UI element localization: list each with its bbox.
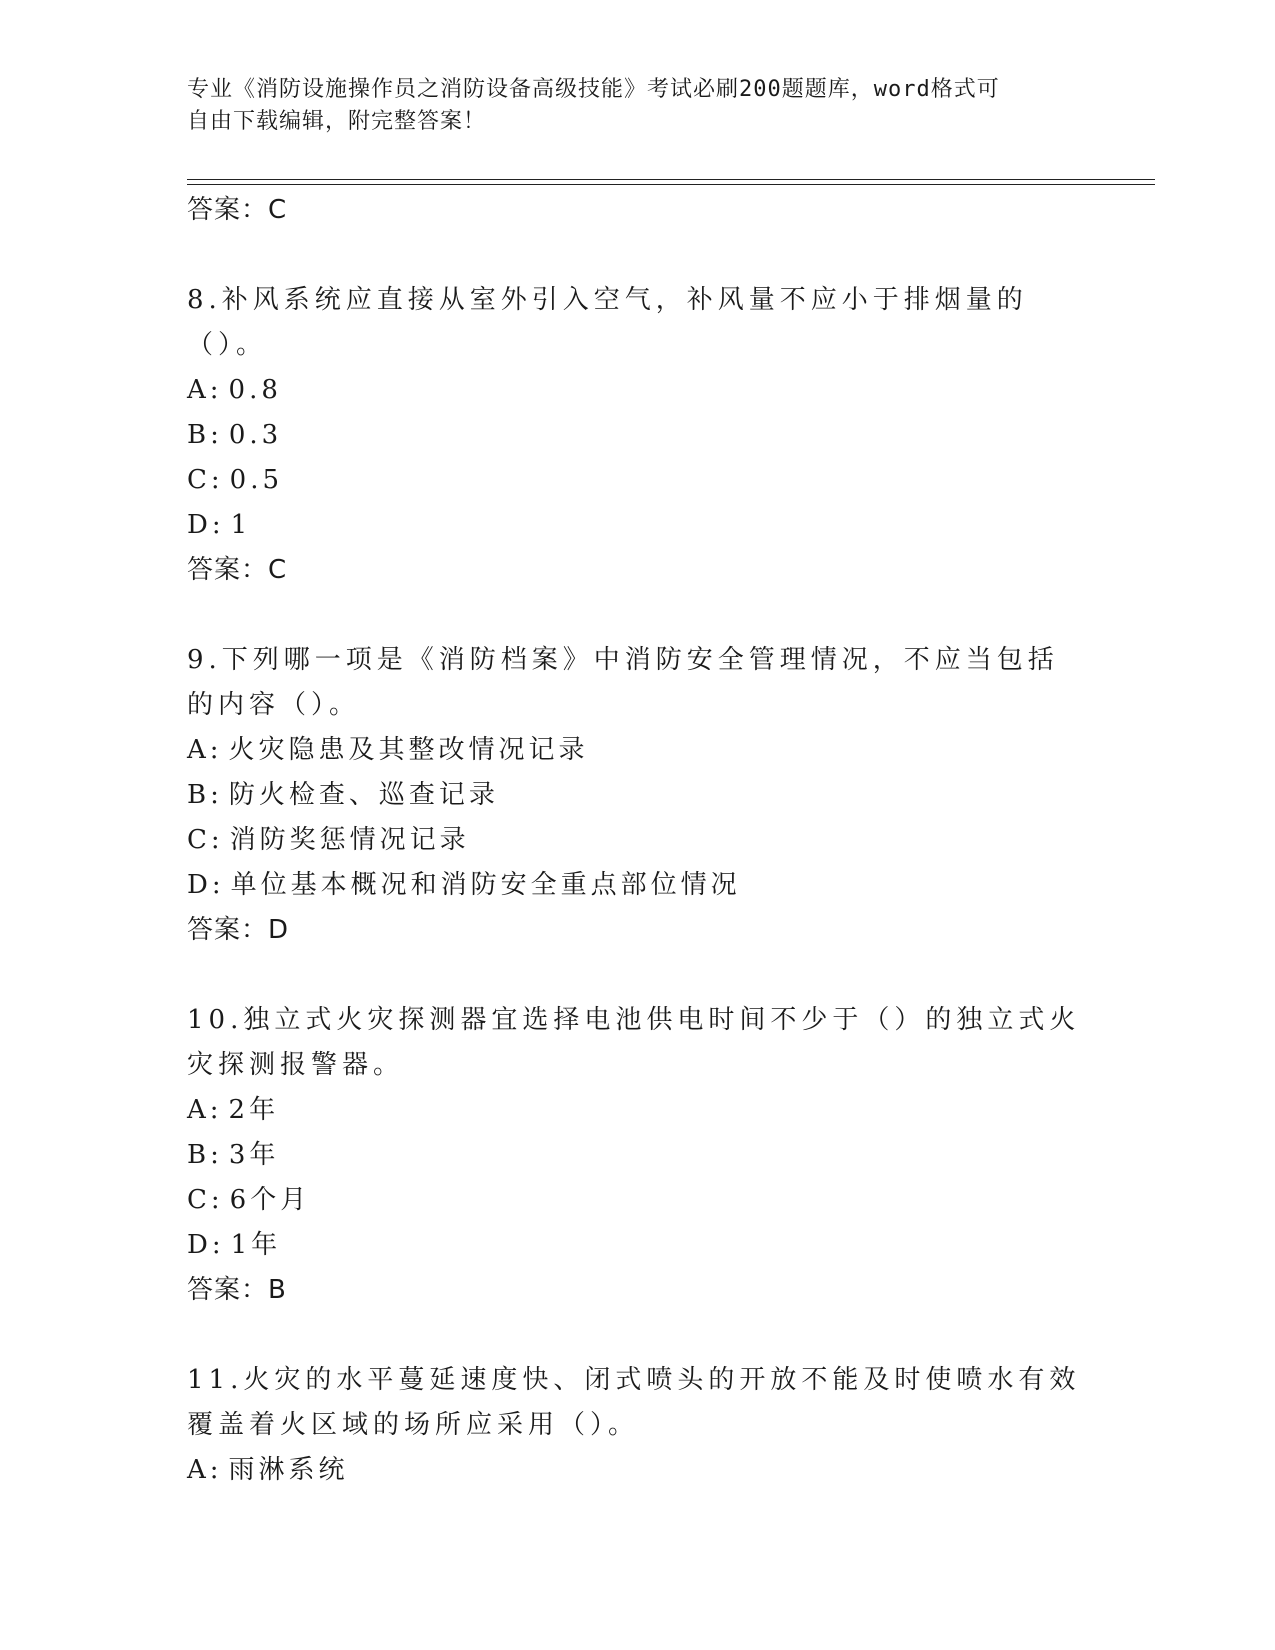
option-c — [187, 458, 1087, 503]
option-a — [187, 1088, 1087, 1133]
option-value: 火灾隐患及其整改情况记录 — [228, 735, 589, 765]
option-value: 6个月 — [229, 1185, 311, 1215]
option-b — [187, 413, 1087, 458]
option-a — [187, 1448, 1087, 1493]
option-key: D: — [187, 870, 225, 900]
option-a — [187, 728, 1087, 773]
option-value: 0.3 — [228, 420, 283, 450]
option-b — [187, 773, 1087, 818]
option-key: D: — [187, 1230, 225, 1260]
option-key: C: — [187, 825, 224, 855]
question-text: 8.补风系统应直接从室外引入空气，补风量不应小于排烟量的（）。 — [187, 285, 1028, 360]
option-value: 1 — [230, 510, 252, 540]
document-header — [187, 74, 1067, 138]
option-c — [187, 1178, 1087, 1223]
option-value: 雨淋系统 — [228, 1455, 349, 1485]
header-divider-bottom — [187, 184, 1155, 185]
question-text: 10.独立式火灾探测器宜选择电池供电时间不少于（）的独立式火灾探测报警器。 — [187, 1005, 1081, 1080]
option-value: 2年 — [228, 1095, 280, 1125]
option-key: C: — [187, 465, 224, 495]
header-divider-top — [187, 179, 1155, 180]
option-key: B: — [187, 1140, 223, 1170]
answer-line: 答案：C — [187, 195, 288, 225]
question-text: 11.火灾的水平蔓延速度快、闭式喷头的开放不能及时使喷水有效覆盖着火区域的场所应采用（）。 — [187, 1365, 1081, 1440]
answer-line: 答案：B — [187, 1275, 287, 1305]
option-key: A: — [187, 1095, 223, 1125]
option-d — [187, 1223, 1087, 1268]
option-key: B: — [187, 420, 223, 450]
option-value: 0.8 — [228, 375, 282, 405]
question-text: 9.下列哪一项是《消防档案》中消防安全管理情况，不应当包括的内容（）。 — [187, 645, 1059, 720]
header-line-2: 自由下载编辑，附完整答案！ — [187, 109, 487, 134]
option-d — [187, 863, 1087, 908]
answer-line: 答案：C — [187, 555, 288, 585]
option-key: C: — [187, 1185, 224, 1215]
option-value: 防火检查、巡查记录 — [228, 780, 499, 810]
question-item — [187, 1358, 1087, 1493]
option-value: 消防奖惩情况记录 — [229, 825, 470, 855]
option-b — [187, 1133, 1087, 1178]
option-value: 0.5 — [229, 465, 284, 495]
option-key: A: — [187, 375, 223, 405]
option-value: 3年 — [228, 1140, 280, 1170]
question-item — [187, 278, 1087, 592]
option-c — [187, 818, 1087, 863]
question-list — [187, 188, 1087, 1493]
option-key: B: — [187, 780, 223, 810]
option-key: D: — [187, 510, 225, 540]
option-a — [187, 368, 1087, 413]
header-line-1: 专业《消防设施操作员之消防设备高级技能》考试必刷200题题库，word格式可 — [187, 77, 1000, 102]
option-key: A: — [187, 1455, 223, 1485]
question-item — [187, 638, 1087, 952]
option-value: 单位基本概况和消防安全重点部位情况 — [230, 870, 741, 900]
question-item — [187, 998, 1087, 1312]
option-value: 1年 — [230, 1230, 282, 1260]
option-key: A: — [187, 735, 223, 765]
option-d — [187, 503, 1087, 548]
answer-line: 答案：D — [187, 915, 290, 945]
